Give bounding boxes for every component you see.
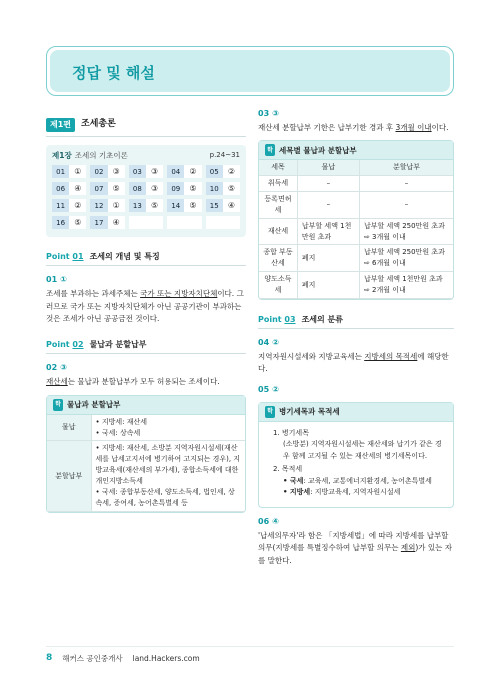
answer-choice: ② [227, 166, 235, 176]
answer-choice: ⑤ [150, 200, 159, 210]
q-number: 04 [258, 337, 270, 347]
point-number: 01 [72, 252, 84, 262]
point-label: Point [46, 252, 70, 262]
line-text: • 국세: 상속세 [95, 428, 141, 437]
point-title: 조세의 분류 [301, 314, 343, 324]
q-number: 02 [46, 363, 58, 373]
answer-choice: ① [112, 200, 120, 210]
table-cell: 폐지 [297, 245, 359, 272]
table-row [47, 441, 245, 511]
question-06-explanation [258, 530, 454, 567]
question-06-number [258, 516, 454, 528]
answer-number: 08 [129, 182, 146, 195]
answer-number: 17 [90, 216, 107, 229]
answer-number: 12 [90, 199, 107, 212]
chapter-line [52, 150, 240, 161]
answer-number: 11 [52, 199, 69, 212]
point-label: Point [46, 340, 70, 350]
question-03-explanation [258, 122, 454, 134]
text-span: 그러므로 국가 또는 지방자치단체가 아닌 공공기관이 부과하는 것은 조세가 아닌 공공금전 것이다. [46, 289, 244, 323]
answer-number: 05 [206, 165, 223, 178]
q-number: 01 [46, 275, 58, 285]
point-badge [258, 314, 296, 326]
study-box-title: 세목별 물납과 분할납부 [279, 145, 357, 155]
point-badge [46, 339, 84, 351]
answer-key-box [46, 145, 246, 237]
table-cell: 납부할 세액 250만원 초과 ⇨ 6개월 이내 [359, 245, 453, 272]
underlined-text: 제외 [400, 543, 416, 553]
table-cell: – [359, 176, 453, 192]
footer-brand: 해커스 공인중개사 [62, 654, 123, 664]
answer-choice: ④ [227, 200, 235, 210]
table-cell: 납부할 세액 1천만원 초과 ⇨ 2개월 이내 [359, 272, 453, 299]
answer-choice: ⑤ [112, 183, 120, 193]
answer-cell [52, 216, 86, 229]
table-cell: 종합 부동산세 [259, 245, 297, 272]
answer-choice: ⑤ [189, 183, 197, 193]
study-box-tax-items [258, 140, 454, 299]
table-cell: 재산세 [259, 218, 297, 245]
question-03-number [258, 108, 454, 120]
question-02-explanation [46, 376, 246, 388]
table-cell [91, 441, 245, 511]
tax-items-table [259, 160, 453, 298]
answer-cell [206, 199, 240, 212]
answer-cell [129, 182, 163, 195]
answer-number: 09 [167, 182, 184, 195]
item-text: : 교육세, 교통에너지환경세, 농어촌특별세 [303, 476, 432, 485]
answer-choice: ③ [150, 166, 159, 176]
answer-choice: ③ [112, 166, 120, 176]
answer-cell [167, 199, 201, 212]
item-label: • 지방세 [283, 488, 311, 497]
point-02-header [46, 339, 246, 354]
table-cell: – [297, 176, 359, 192]
chapter-name [52, 150, 128, 161]
answer-cell-empty [129, 216, 163, 229]
answer-cell [52, 165, 86, 178]
column-header: 분할납부 [359, 160, 453, 175]
study-box-title: 병기세목과 목적세 [279, 406, 340, 416]
text-span: 이다. [431, 123, 449, 132]
point-title: 물납과 분할납부 [89, 340, 147, 350]
answer-cell [52, 182, 86, 195]
point-title: 조세의 개념 및 특징 [89, 252, 160, 262]
right-column [258, 108, 454, 567]
answer-number: 15 [206, 199, 223, 212]
point-03-header [258, 314, 454, 329]
row-header: 물납 [47, 415, 91, 441]
q-answer: ② [272, 337, 279, 347]
table-cell: 양도소득세 [259, 272, 297, 299]
question-04-number [258, 337, 454, 349]
text-span: 지역자원시설세와 지방교육세는 [258, 351, 365, 361]
answer-number: 10 [206, 182, 223, 195]
left-column [46, 118, 246, 513]
table-cell [91, 415, 245, 441]
text-span: 조세를 부과하는 과세주체는 [46, 289, 141, 299]
q-answer: ② [272, 384, 279, 394]
point-01-header [46, 251, 246, 266]
table-cell: 등록면허세 [259, 192, 297, 219]
answer-number: 16 [52, 216, 69, 229]
answer-cell [167, 182, 201, 195]
part-title: 조세총론 [81, 119, 116, 130]
footer-site: land.Hackers.com [132, 654, 200, 664]
line-text: • 지방세: 재산세 [95, 417, 148, 426]
question-02-number [46, 362, 246, 374]
table-row [259, 218, 453, 245]
answer-cell-empty [206, 216, 240, 229]
answer-cell [90, 182, 124, 195]
answer-cell [90, 216, 124, 229]
column-header: 물납 [297, 160, 359, 175]
table-header-row [259, 160, 453, 175]
answer-choice: ⑤ [74, 217, 82, 227]
table-cell: – [297, 192, 359, 219]
item-text: : 지방교육세, 지역자원시설세 [310, 488, 401, 497]
line-text: • 지방세: 재산세, 소방분 지역자원시설세(재산세를 납세고지서에 병기하여 고지되는 경우), 지방교육세(재산세의 부가세), 종합소득세에 대한 개인지방소득세 [95, 444, 241, 485]
study-tag: 학 [53, 399, 63, 411]
table-cell: 납부할 세액 1천만원 초과 [297, 218, 359, 245]
q-number: 05 [258, 384, 270, 394]
answer-cell [90, 199, 124, 212]
answer-number: 01 [52, 165, 69, 178]
answer-number: 03 [129, 165, 146, 178]
part-header [46, 118, 246, 137]
study-box-purpose-tax [258, 402, 454, 508]
answer-choice: ④ [112, 217, 120, 227]
text-span: 에 해당한다. [258, 351, 449, 374]
answer-choice: ⑤ [189, 200, 197, 210]
table-cell: 취득세 [259, 176, 297, 192]
point-label: Point [258, 314, 282, 324]
study-tag: 학 [265, 144, 275, 156]
answer-number: 04 [167, 165, 184, 178]
title-box [46, 46, 454, 96]
underlined-text: 지방세의 목적세 [364, 351, 418, 361]
answer-cell [206, 165, 240, 178]
study-tag: 학 [265, 406, 275, 418]
question-01-number [46, 274, 246, 286]
table-row [259, 272, 453, 299]
study-box-header [259, 141, 453, 160]
column-header: 세목 [259, 160, 297, 175]
question-04-explanation [258, 351, 454, 376]
answer-choice: ① [74, 166, 82, 176]
answer-choice: ④ [74, 183, 82, 193]
payment-table [47, 415, 245, 512]
text-span: 재산세 분할납부 기한은 납부기한 경과 후 [258, 123, 396, 132]
table-row [259, 245, 453, 272]
chapter-pages: p.24~31 [209, 151, 240, 160]
underlined-text: 재산세 [46, 377, 68, 387]
answer-cell [129, 199, 163, 212]
study-box-content [259, 422, 453, 507]
text-span: 는 물납과 분할납부가 모두 허용되는 조세이다. [67, 377, 220, 387]
table-row [259, 192, 453, 219]
answer-choice: ③ [150, 183, 159, 193]
q-answer: ③ [60, 363, 67, 373]
chapter-subtitle: 조세의 기초이론 [74, 151, 128, 160]
page-number: 8 [46, 653, 53, 663]
answer-number: 14 [167, 199, 184, 212]
list-text: (소방분) 지역자원시설세는 재산세와 납기가 같은 경우 함께 고지될 수 있는 재산세의 병기세목이다. [283, 440, 442, 460]
underlined-text: 국가 또는 지방자치단체 [140, 289, 218, 299]
chapter-number: 제1장 [52, 151, 72, 160]
answer-choice: ② [74, 200, 82, 210]
point-number: 02 [72, 340, 84, 350]
question-05-number [258, 384, 454, 396]
q-answer: ③ [272, 109, 279, 118]
text-span: '납세의무자'라 함은 「지방세법」에 따라 지방세를 납부할 의무(지방세를 특별징수하여 납부할 의무는 [258, 530, 449, 553]
answer-choice: ⑤ [227, 183, 235, 193]
q-number: 03 [258, 109, 270, 118]
item-label: • 국세 [283, 476, 304, 485]
answer-cell [206, 182, 240, 195]
answer-number: 13 [129, 199, 146, 212]
part-badge: 제1편 [46, 118, 75, 132]
answer-number: 06 [52, 182, 69, 195]
question-01-explanation [46, 288, 246, 325]
answer-grid [52, 165, 240, 229]
point-badge [46, 251, 84, 263]
page-title: 정답 및 해설 [72, 64, 155, 82]
answer-number: 07 [90, 182, 107, 195]
underlined-text: 3개월 이내 [395, 123, 432, 132]
answer-cell [52, 199, 86, 212]
point-number: 03 [284, 314, 296, 324]
list-heading: 1. 병기세목 [273, 428, 309, 437]
title-inner [50, 50, 450, 92]
table-row [259, 176, 453, 192]
footer [46, 652, 200, 666]
text-span: )가 있는 자를 말한다. [258, 543, 453, 565]
q-answer: ④ [272, 516, 279, 526]
table-cell: – [359, 192, 453, 219]
table-row [47, 415, 245, 441]
answer-number: 02 [90, 165, 107, 178]
study-box-title: 물납과 분할납부 [67, 400, 121, 410]
study-box-header [47, 396, 245, 415]
list-item [273, 487, 443, 499]
q-answer: ① [60, 275, 67, 285]
answer-choice: ② [189, 166, 197, 176]
study-box-payment [46, 395, 246, 513]
text-span: 이다. [217, 289, 235, 299]
table-cell: 폐지 [297, 272, 359, 299]
answer-cell [167, 165, 201, 178]
answer-cell [90, 165, 124, 178]
list-item [273, 476, 443, 488]
q-number: 06 [258, 516, 270, 526]
answer-cell [129, 165, 163, 178]
row-header: 분할납부 [47, 441, 91, 511]
footer-divider [46, 646, 454, 647]
list-heading: 2. 목적세 [273, 465, 303, 474]
study-box-header [259, 403, 453, 422]
line-text: • 국세: 종합부동산세, 양도소득세, 법인세, 상속세, 증여세, 농어촌특별세 등 [95, 487, 235, 507]
table-cell: 납부할 세액 250만원 초과 ⇨ 3개월 이내 [359, 218, 453, 245]
answer-cell-empty [167, 216, 201, 229]
